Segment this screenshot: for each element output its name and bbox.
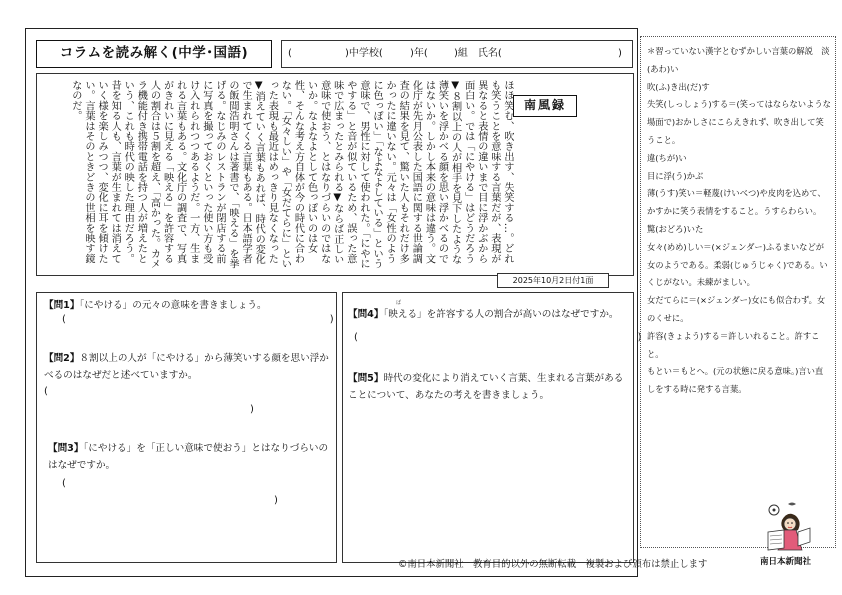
q2-answer-close: ) [250,404,254,415]
q3-answer-close: ) [274,495,278,506]
q4-answer-blank[interactable]: ( ) [354,332,642,343]
q5-label: 【問5】 [348,373,384,384]
vocab-line: 女だてらに＝(×ジェンダー)女にも似合わず。女のくせに。 [647,295,826,323]
vocab-line: 吹(ふ)き出(だ)す [647,81,710,92]
q2-label: 【問2】 [44,353,80,364]
worksheet-title: コラムを読み解く(中学･国語) [36,40,272,68]
q1-text: 「にやける」の元々の意味を書きましょう。 [79,300,267,311]
name-field-close-paren: ) [618,48,622,59]
q3-answer-open[interactable]: ( [62,478,66,489]
question-2 [44,350,332,384]
vocab-line: 失笑(しっしょう)する＝(笑ってはならないような場面で)おかしさにこらえきれず、吹き出して笑うこと。 [647,99,831,145]
question-1 [44,297,334,314]
vocab-line: ＊習っていない漢字とむずかしい言葉の解説 淡(あわ)い [647,46,830,74]
vocab-line: もとい＝もとへ。(元の状態に戻る意味。)言い直しをする時に発する言葉。 [647,366,824,395]
article-date: 2025年10月2日付1面 [497,273,609,288]
vocab-line: 女々(めめ)しい＝(×ジェンダー)ふるまいなどが女のようである。柔弱(じゅうじゃく)である。いくじがない。未練がましい。 [647,241,828,288]
q4-ruby: ば [396,300,402,306]
column-logo: 南風録 [513,95,577,117]
q1-label: 【問1】 [44,300,80,311]
q2-text: ８割以上の人が「にやける」から薄笑いする顔を思い浮かべるのはなぜだと述べていますか。 [44,353,329,381]
q4-label: 【問4】 [348,309,384,320]
question-3 [48,440,332,474]
mascot-illustration [758,500,816,554]
q4-text: 「映える」を許容する人の割合が高いのはなぜですか。 [383,309,619,320]
publisher-logo: 南日本新聞社 [760,557,812,567]
q3-text: 「にやける」を「正しい意味で使おう」とはなりづらいのはなぜですか。 [48,443,329,471]
year-field[interactable]: )年( [410,48,428,59]
name-field-open-paren: ( [288,48,292,59]
school-field[interactable]: )中学校( [345,48,383,59]
vocab-line: 薄(うす)笑い＝軽蔑(けいべつ)や皮肉を込めて、かすかに笑う表情をすること。うすらわらい。 [647,188,826,217]
q3-label: 【問3】 [48,443,84,454]
vocab-line: 許容(きょよう)する＝許しいれること。許すこと。 [647,330,820,359]
vocabulary-notes [640,36,836,548]
vocab-line: 違(ちが)い [647,152,687,163]
copyright-notice: ©南日本新聞社 教育目的以外の無断転載 複製および頒布は禁止します [398,559,708,570]
student-info-fields [281,40,633,68]
question-5 [348,370,630,404]
q2-answer-open[interactable]: ( [44,386,48,397]
q5-text: 時代の変化により消えていく言葉、生まれる言葉があることについて、あなたの考えを書きましょう。 [348,373,624,401]
q1-answer-blank[interactable]: ( ) [62,314,334,325]
question-4 [348,306,630,323]
article-body: ほほ笑む、吹き出す、失笑する…。どれも笑うことを意味する言葉だが、表現が異なると表情の違いまで目に浮かぶから面白い。では「にやける」はどうだろう▼８割以上の人が相手を見下したような薄笑いを浮かべる顔を思い浮かべるのではないか。しかし本来の意味は違う。文化庁が先月公表した国語に関する世論調査の結果を見て、驚いた人もそれだけ多かったに違いない。元々は「女性のように色っぽい」「なよなよしている」という意味で、男性に対して使われた。「にやにやする」と音が似ているため、誤った意味で広まったとみられる▼ならば正しい意味で使おう、とはなりづらいのではないか。なよなよとして色っぽいのは女性、そんな考え方自体が今の時代に合わない。「女々しい」や「女だてらに」といった表現も最近はめっきり見なくなった▼消えていく言葉もあれば、時代の変化で生まれてくる言葉もある。日本語学者の飯間浩明さんは著書で、「映える」を挙げる。なじみのレストランが閉店する前に写真を撮っておくといった使い方も受け入れられつつあるようだ。一方、生まれる言葉もある。文化庁の調査で、写真がきれいに見える「映える」を許容する人の割合は５割を超え、「高かった。カメラ機能付き携帯電話を持つ人が増えたという、これも時代の映した理由だろう。昔を知る人も、言葉が生まれては消えていく様を楽しみつつ、変化に耳を傾けたい。言葉はそのときどきの世相を映す鏡なのだ。 [69,80,513,269]
questions-left-box [36,292,337,563]
vocab-line: 目に浮(う)かぶ [647,170,704,181]
class-name-field[interactable]: )組 氏名( [454,48,502,59]
vocab-line: 驚(おどろ)いた [647,223,704,234]
